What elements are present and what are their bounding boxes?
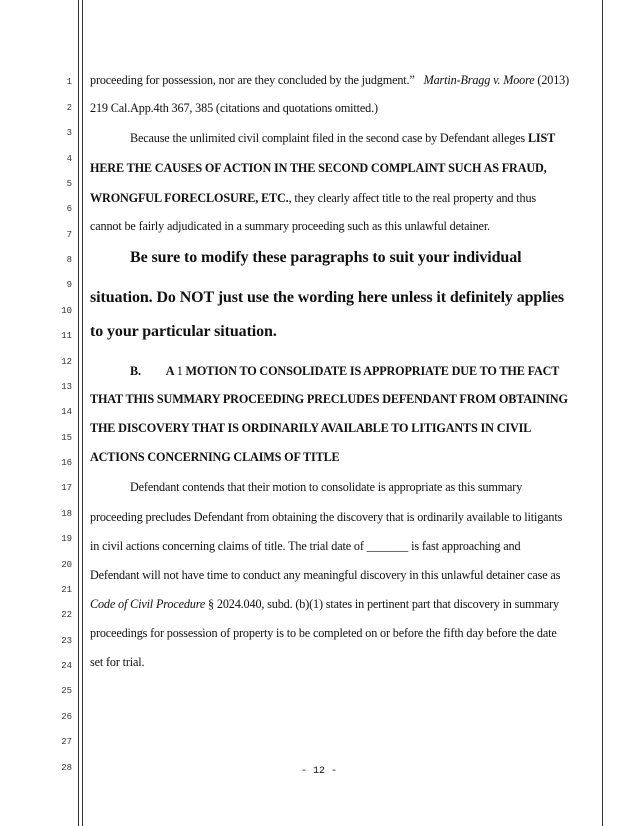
text-line-4: [90, 161, 600, 175]
statute-citation: Code of Civil Procedure: [90, 597, 206, 611]
line-number: 2: [66, 103, 72, 113]
text: 1: [176, 364, 183, 378]
line-number: 18: [61, 509, 72, 519]
line-number: 25: [61, 686, 72, 696]
text: proceeding for possession, nor are they concluded by the judgment.”: [90, 73, 415, 87]
instruction-note-line-2: situation. Do NOT just use the wording here unless it definitely applies: [90, 289, 565, 306]
section-heading-line-1: [90, 364, 638, 378]
line-number: 24: [61, 661, 72, 671]
line-number: 20: [61, 560, 72, 570]
case-citation: Martin-Bragg v. Moore: [423, 73, 535, 87]
text-line-p2: proceeding precludes Defendant from obtaining the discovery that is ordinarily available to litigants: [90, 510, 563, 524]
page-number: - 12 -: [300, 766, 337, 777]
placeholder-instruction: WRONGFUL FORECLOSURE, ETC.: [90, 191, 289, 205]
line-number: 12: [61, 357, 72, 367]
placeholder-instruction: LIST: [527, 131, 556, 145]
text-line-p5: [90, 597, 600, 611]
line-number: 5: [66, 179, 72, 189]
line-number: 16: [61, 458, 72, 468]
line-number: 14: [61, 407, 72, 417]
section-heading-line-4: ACTIONS CONCERNING CLAIMS OF TITLE: [90, 450, 340, 464]
line-number: 6: [66, 204, 72, 214]
instruction-note-line-3: to your particular situation.: [90, 323, 277, 340]
text-line-1: [90, 73, 600, 87]
text: A: [165, 364, 177, 378]
text: (2013): [537, 73, 570, 87]
line-number: 4: [66, 154, 72, 164]
placeholder-instruction: HERE THE CAUSES OF ACTION IN THE SECOND COMPLAINT SUCH AS FRAUD,: [90, 161, 547, 175]
text: MOTION TO CONSOLIDATE IS APPROPRIATE DUE TO THE FACT: [182, 364, 560, 378]
text-line-p1: Defendant contends that their motion to consolidate is appropriate as this summary: [130, 480, 523, 494]
line-number: 23: [61, 636, 72, 646]
line-number: 8: [66, 255, 72, 265]
line-number: 10: [61, 306, 72, 316]
left-margin-rule-inner: [82, 0, 83, 826]
right-margin-rule: [602, 0, 603, 826]
text: § 2024.040, subd. (b)(1) states in pertinent part that discovery in summary: [205, 597, 559, 611]
section-letter: B.: [130, 364, 141, 378]
left-margin-rule-outer: [78, 0, 79, 826]
text-line-6: cannot be fairly adjudicated in a summary proceeding such as this unlawful detainer.: [90, 219, 490, 233]
line-number: 28: [61, 763, 72, 773]
text: Because the unlimited civil complaint filed in the second case by Defendant alleges: [130, 131, 526, 145]
line-number: 3: [66, 128, 72, 138]
line-number: 27: [61, 737, 72, 747]
line-number: 22: [61, 610, 72, 620]
instruction-note-line-1: Be sure to modify these paragraphs to suit your individual: [130, 249, 522, 266]
text-line-p7: set for trial.: [90, 655, 145, 669]
line-number: 9: [66, 280, 72, 290]
text-line-3: [90, 131, 638, 145]
line-number: 26: [61, 712, 72, 722]
line-number: 7: [66, 230, 72, 240]
text-line-p6: proceedings for possession of property is to be completed on or before the fifth day before the date: [90, 626, 557, 640]
line-number: 21: [61, 585, 72, 595]
section-heading-line-3: THE DISCOVERY THAT IS ORDINARILY AVAILABLE TO LITIGANTS IN CIVIL: [90, 421, 532, 435]
line-number: 13: [61, 382, 72, 392]
text-line-5: [90, 191, 600, 205]
line-number: 11: [61, 331, 72, 341]
text-line-p3: in civil actions concerning claims of title. The trial date of _______ is fast approaching and: [90, 539, 521, 553]
line-number: 17: [61, 483, 72, 493]
line-number: 1: [66, 77, 72, 87]
text-line-p4: Defendant will not have time to conduct any meaningful discovery in this unlawful detainer case as: [90, 568, 561, 582]
line-number: 15: [61, 433, 72, 443]
text: , they clearly affect title to the real property and thus: [288, 191, 536, 205]
text-line-2: 219 Cal.App.4th 367, 385 (citations and quotations omitted.): [90, 101, 378, 115]
line-number: 19: [61, 534, 72, 544]
section-heading-line-2: THAT THIS SUMMARY PROCEEDING PRECLUDES DEFENDANT FROM OBTAINING: [90, 392, 568, 406]
